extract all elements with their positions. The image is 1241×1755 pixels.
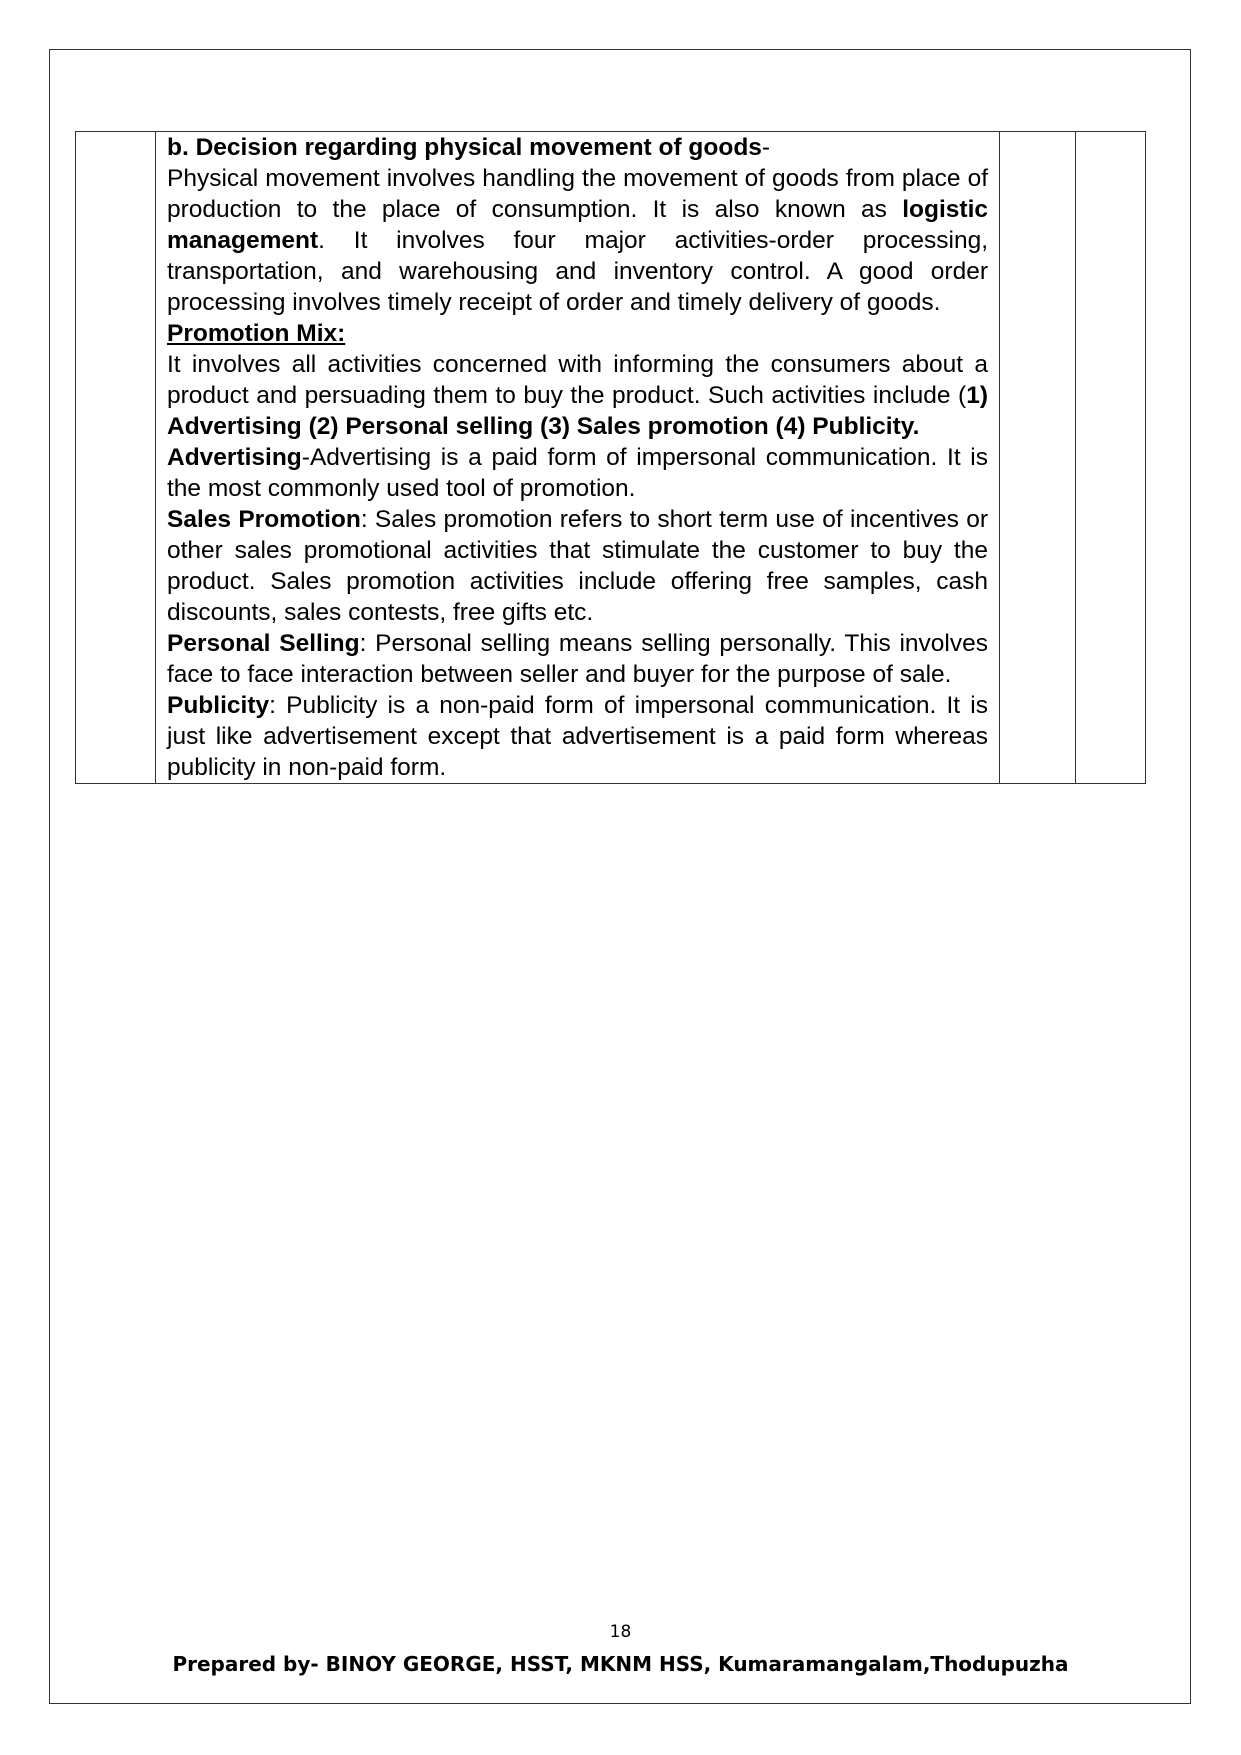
sales-promotion-paragraph: Sales Promotion: Sales promotion refers to short term use of incentives or other sales promotional activities that stimulate the customer to buy the product. Sales promotion activities include offering free samples, cash discounts, sales contests, free gifts etc.	[167, 506, 988, 626]
promotion-mix-heading: Promotion Mix:	[167, 320, 346, 347]
sales-promotion-term: Sales Promotion	[167, 506, 361, 533]
personal-selling-term: Personal Selling	[167, 630, 360, 657]
empty-cell-left	[76, 132, 156, 784]
personal-selling-paragraph: Personal Selling: Personal selling means selling personally. This involves face to face interaction between seller and buyer for the purpose of sale.	[167, 630, 988, 688]
physical-movement-heading: b. Decision regarding physical movement of goods	[167, 134, 762, 161]
promotion-mix-paragraph: Promotion Mix: It involves all activities concerned with informing the consumers about a product and persuading them to buy the product. Such activities include (1) Advertising (2) Personal selling (3) Sales promotion (4) Publicity.	[167, 320, 988, 440]
content-table	[75, 131, 1146, 784]
promotion-tools-list: 1) Advertising (2) Personal selling (3) Sales promotion (4) Publicity.	[167, 382, 988, 440]
empty-cell-right-1	[1000, 132, 1076, 784]
publicity-paragraph: Publicity: Publicity is a non-paid form of impersonal communication. It is just like advertisement except that advertisement is a paid form whereas publicity in non-paid form.	[167, 692, 988, 781]
footer-credit: Prepared by- BINOY GEORGE, HSST, MKNM HSS, Kumaramangalam,Thodupuzha	[172, 1652, 1069, 1676]
publicity-term: Publicity	[167, 692, 270, 719]
advertising-term: Advertising	[167, 444, 302, 471]
advertising-paragraph: Advertising-Advertising is a paid form of impersonal communication. It is the most commonly used tool of promotion.	[167, 444, 988, 502]
logistic-management-term: logistic management	[167, 196, 988, 254]
table-row	[76, 132, 1146, 784]
content-cell	[156, 132, 1000, 784]
page-number: 18	[609, 1622, 632, 1642]
empty-cell-right-2	[1076, 132, 1146, 784]
physical-movement-paragraph: b. Decision regarding physical movement of goods- Physical movement involves handling the movement of goods from place of production to the place of consumption. It is also known as logistic management. It involves four major activities-order processing, transportation, and warehousing and inventory control. A good order processing involves timely receipt of order and timely delivery of goods.	[167, 134, 988, 316]
